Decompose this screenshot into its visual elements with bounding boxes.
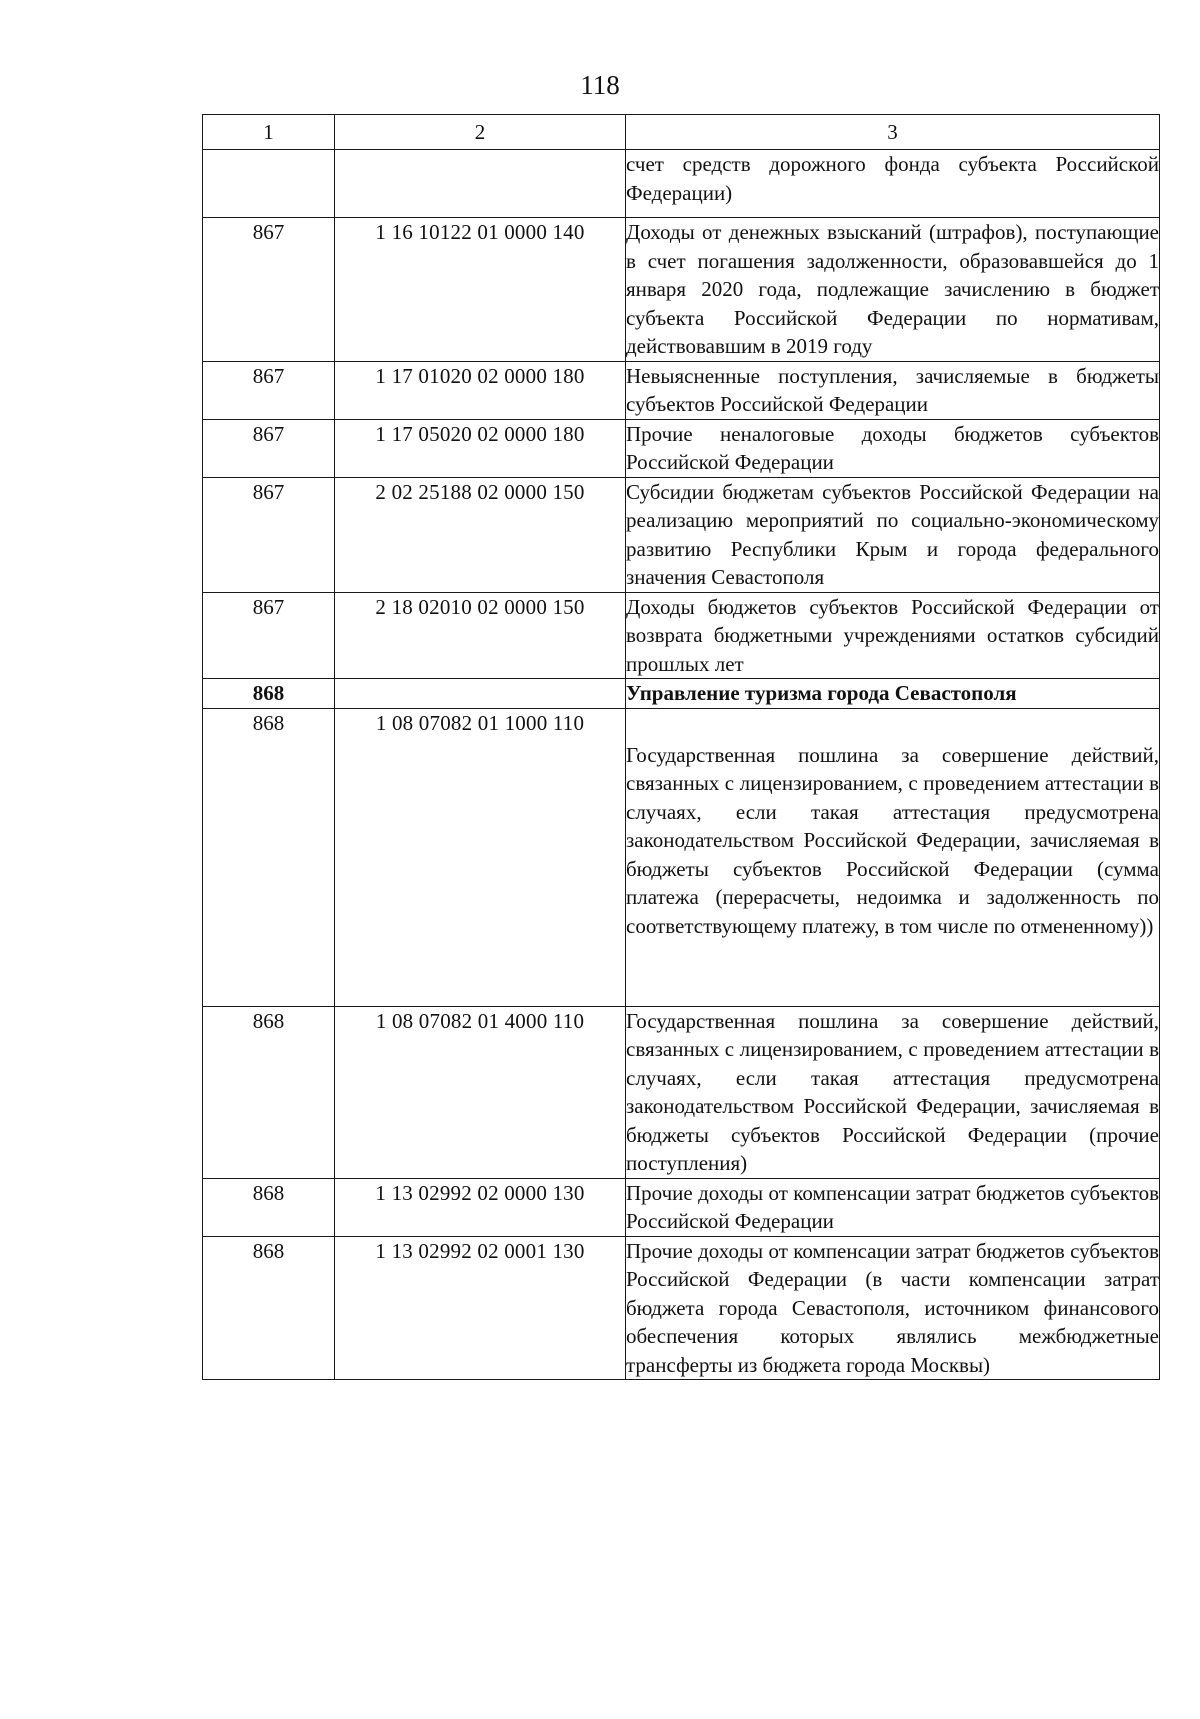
column-header-2: 2 [335, 115, 626, 150]
column-header-1: 1 [203, 115, 335, 150]
admin-code-cell: 868 [203, 708, 335, 1006]
table-row [203, 592, 1160, 679]
column-header-3: 3 [626, 115, 1160, 150]
budget-classification-code-cell: 1 08 07082 01 4000 110 [335, 1006, 626, 1178]
admin-code-cell: 868 [203, 1178, 335, 1236]
revenue-description-cell: Прочие доходы от компенсации затрат бюджетов субъектов Российской Федерации [626, 1178, 1160, 1236]
admin-code-cell: 867 [203, 218, 335, 362]
revenue-description-cell: Доходы бюджетов субъектов Российской Федерации от возврата бюджетными учреждениями остатков субсидий прошлых лет [626, 592, 1160, 679]
table-row [203, 708, 1160, 1006]
revenue-description-cell: Государственная пошлина за совершение действий, связанных с лицензированием, с проведением аттестации в случаях, если такая аттестация предусмотрена законодательством Российской Федерации, зачисляемая в бюджеты субъектов Российской Федерации (прочие поступления) [626, 1006, 1160, 1178]
table-row [203, 477, 1160, 592]
admin-code-cell: 868 [203, 1236, 335, 1380]
page-number: 118 [580, 70, 620, 100]
revenue-description-cell: Доходы от денежных взысканий (штрафов), поступающие в счет погашения задолженности, образовавшейся до 1 января 2020 года, подлежащие зачислению в бюджет субъекта Российской Федерации по нормативам, действовавшим в 2019 году [626, 218, 1160, 362]
table-row [203, 150, 1160, 218]
budget-classification-code-cell [335, 150, 626, 218]
budget-classification-code-cell [335, 679, 626, 709]
table-row [203, 419, 1160, 477]
revenue-description-cell: Невыясненные поступления, зачисляемые в бюджеты субъектов Российской Федерации [626, 361, 1160, 419]
revenue-description-cell: счет средств дорожного фонда субъекта Российской Федерации) [626, 150, 1160, 218]
budget-classification-code-cell: 2 18 02010 02 0000 150 [335, 592, 626, 679]
table-row [203, 361, 1160, 419]
revenue-description-cell: Субсидии бюджетам субъектов Российской Федерации на реализацию мероприятий по социально-экономическому развитию Республики Крым и города федерального значения Севастополя [626, 477, 1160, 592]
admin-code-cell: 867 [203, 361, 335, 419]
admin-code-cell: 867 [203, 477, 335, 592]
table-row [203, 218, 1160, 362]
table-header-row [203, 115, 1160, 150]
budget-classification-code-cell: 2 02 25188 02 0000 150 [335, 477, 626, 592]
budget-classification-code-cell: 1 08 07082 01 1000 110 [335, 708, 626, 1006]
budget-classification-code-cell: 1 16 10122 01 0000 140 [335, 218, 626, 362]
table-row [203, 1178, 1160, 1236]
table-row [203, 1236, 1160, 1380]
revenue-table [202, 114, 1160, 1380]
revenue-description-cell: Прочие доходы от компенсации затрат бюджетов субъектов Российской Федерации (в части компенсации затрат бюджета города Севастополя, источником финансового обеспечения которых являлись межбюджетные трансферты из бюджета города Москвы) [626, 1236, 1160, 1380]
revenue-description-cell: Управление туризма города Севастополя [626, 679, 1160, 709]
admin-code-cell: 867 [203, 419, 335, 477]
budget-classification-code-cell: 1 17 05020 02 0000 180 [335, 419, 626, 477]
table-row [203, 679, 1160, 709]
revenue-description-cell: Государственная пошлина за совершение действий, связанных с лицензированием, с проведением аттестации в случаях, если такая аттестация предусмотрена законодательством Российской Федерации, зачисляемая в бюджеты субъектов Российской Федерации (сумма платежа (перерасчеты, недоимка и задолженность по соответствующему платежу, в том числе по отмененному)) [626, 708, 1160, 1006]
budget-classification-code-cell: 1 17 01020 02 0000 180 [335, 361, 626, 419]
admin-code-cell: 867 [203, 592, 335, 679]
admin-code-cell: 868 [203, 679, 335, 709]
budget-classification-code-cell: 1 13 02992 02 0001 130 [335, 1236, 626, 1380]
revenue-description-cell: Прочие неналоговые доходы бюджетов субъектов Российской Федерации [626, 419, 1160, 477]
budget-classification-code-cell: 1 13 02992 02 0000 130 [335, 1178, 626, 1236]
table-body [203, 150, 1160, 1380]
admin-code-cell: 868 [203, 1006, 335, 1178]
table-row [203, 1006, 1160, 1178]
admin-code-cell [203, 150, 335, 218]
